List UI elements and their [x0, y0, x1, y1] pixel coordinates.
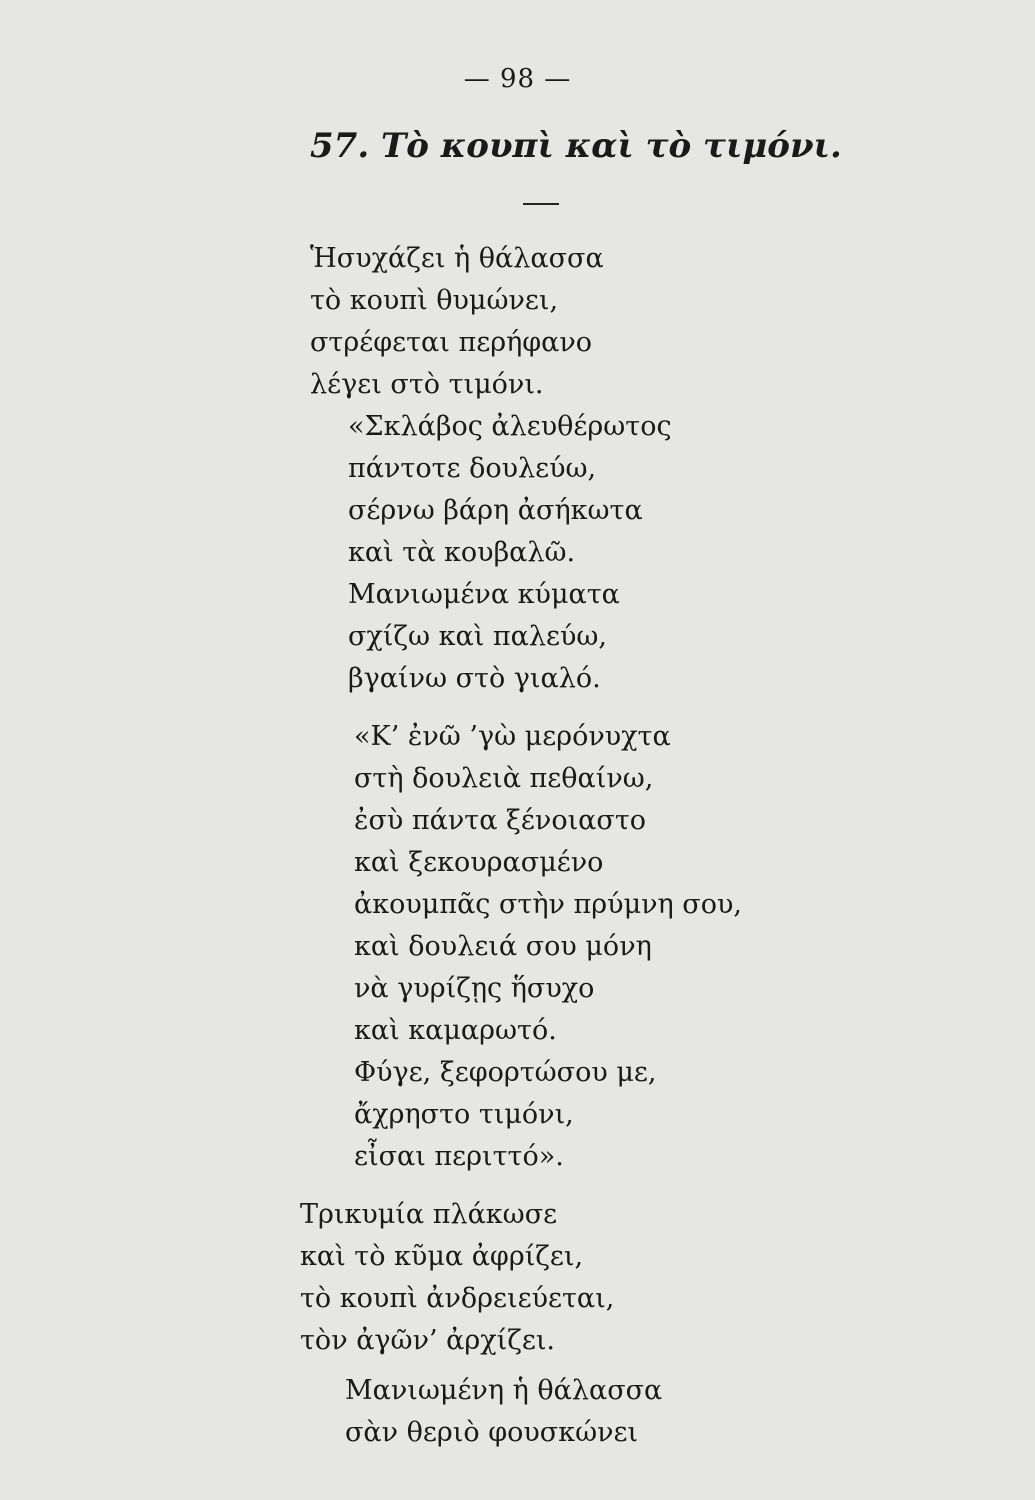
verse-line: ἐσὺ πάντα ξένοιαστο — [354, 805, 647, 836]
verse-line: καὶ δουλειά σου μόνη — [354, 931, 652, 962]
verse-line: τὸ κουπὶ ἀνδρειεύεται, — [300, 1283, 615, 1314]
title-divider — [523, 203, 559, 205]
verse-line: σχίζω καὶ παλεύω, — [348, 621, 607, 652]
verse-line: εἶσαι περιττό». — [354, 1141, 564, 1172]
verse-line: ἀκουμπᾶς στὴν πρύμνη σου, — [354, 889, 742, 920]
verse-line: ἄχρηστο τιμόνι, — [354, 1099, 574, 1130]
verse-line: καὶ τὸ κῦμα ἀφρίζει, — [300, 1241, 584, 1272]
verse-line: πάντοτε δουλεύω, — [348, 453, 597, 484]
stanza-3 — [354, 716, 742, 1178]
verse-line: καὶ ξεκουρασμένο — [354, 847, 604, 878]
verse-line: τὸν ἀγῶν’ ἀρχίζει. — [300, 1325, 555, 1356]
stanza-1 — [310, 238, 604, 406]
verse-line: «Σκλάβος ἀλευθέρωτος — [348, 411, 672, 442]
verse-line: τὸ κουπὶ θυμώνει, — [310, 285, 559, 316]
verse-line: σέρνω βάρη ἀσήκωτα — [348, 495, 643, 526]
verse-line: Φύγε, ξεφορτώσου με, — [354, 1057, 657, 1088]
verse-line: καὶ τὰ κουβαλῶ. — [348, 537, 576, 568]
verse-line: «Κ’ ἐνῶ ’γὼ μερόνυχτα — [354, 721, 671, 752]
verse-line: Μανιωμένα κύματα — [348, 579, 620, 610]
verse-line: στρέφεται περήφανο — [310, 327, 593, 358]
verse-line: σὰν θεριὸ φουσκώνει — [345, 1417, 639, 1448]
verse-line: Ἡσυχάζει ἡ θάλασσα — [310, 243, 604, 274]
verse-line: λέγει στὸ τιμόνι. — [310, 369, 544, 400]
verse-line: Μανιωμένη ἡ θάλασσα — [345, 1375, 663, 1406]
verse-line: στὴ δουλειὰ πεθαίνω, — [354, 763, 654, 794]
verse-line: καὶ καμαρωτό. — [354, 1015, 557, 1046]
verse-line: Τρικυμία πλάκωσε — [300, 1199, 558, 1230]
verse-line: νὰ γυρίζῃς ἥσυχο — [354, 973, 595, 1004]
page-number: — 98 — — [463, 64, 572, 94]
stanza-5 — [345, 1370, 662, 1454]
poem-title: 57. Τὸ κουπὶ καὶ τὸ τιμόνι. — [310, 126, 842, 166]
stanza-4 — [300, 1194, 614, 1362]
stanza-2 — [348, 406, 672, 700]
verse-line: βγαίνω στὸ γιαλό. — [348, 663, 601, 694]
